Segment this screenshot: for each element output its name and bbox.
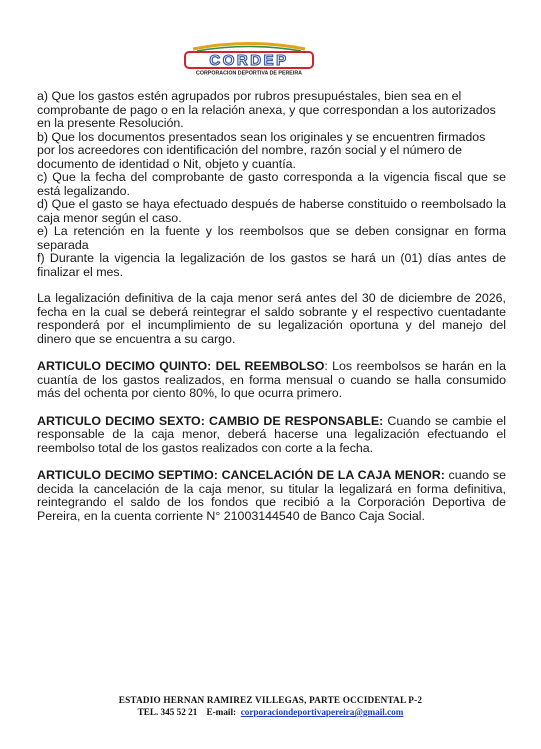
article-15-heading: ARTICULO DECIMO QUINTO: DEL REEMBOLSO bbox=[37, 359, 325, 373]
requirement-item-a: a) Que los gastos estén agrupados por rubros presupuéstales, bien sea en el comprobante de pago o en la relación anexa, y que correspondan a los autorizados en la presente Resolución. bbox=[37, 89, 496, 130]
footer-address: ESTADIO HERNAN RAMIREZ VILLEGAS, PARTE OCCIDENTAL P-2 bbox=[118, 695, 423, 705]
document-body bbox=[37, 90, 506, 523]
requirement-item-b: b) Que los documentos presentados sean los originales y se encuentren firmados por los acreedores con identificación del nombre, razón social y el número de documento de identidad o Nit, objeto y cuantía. bbox=[37, 129, 486, 171]
article-17 bbox=[37, 469, 506, 523]
requirement-item-e: e) La retención en la fuente y los reembolsos que se deben consignar en forma separada bbox=[37, 224, 506, 252]
footer-tel: TEL. 345 52 21 bbox=[137, 707, 198, 717]
footer-contact bbox=[0, 707, 541, 717]
logo-text: CORDEP bbox=[209, 52, 289, 69]
article-17-text: cuando se decida la cancelación de la caja menor, su titular la legalizará en forma definitiva, reintegrando el saldo de los fondos que recibió a la Corporación Deportiva de Pereira, en la cuenta corriente N° 21003144540 de Banco Caja Social. bbox=[37, 468, 506, 523]
article-16-text: Cuando se cambie el responsable de la caja menor, deberá hacerse una legalización efectuando el reembolso total de los gastos realizados con corte a la fecha. bbox=[37, 413, 506, 455]
article-15 bbox=[37, 360, 506, 401]
article-17-heading: ARTICULO DECIMO SEPTIMO: CANCELACIÓN DE LA CAJA MENOR: bbox=[37, 468, 445, 482]
logo-subtitle: CORPORACION DEPORTIVA DE PEREIRA bbox=[196, 70, 302, 76]
requirement-item-c: c) Que la fecha del comprobante de gasto corresponda a la vigencia fiscal que se está legalizando. bbox=[37, 170, 506, 198]
requirement-item-f: f) Durante la vigencia la legalización de los gastos se hará un (01) días antes de finalizar el mes. bbox=[37, 251, 506, 279]
footer-email-label: E-mail: bbox=[206, 707, 237, 717]
legalizacion-paragraph: La legalización definitiva de la caja menor será antes del 30 de diciembre de 2026, fecha en la cual se deberá reintegrar el saldo sobrante y el respectivo cuentadante responderá por el incumplimiento de su legalización oportuna y del manejo del dinero que se encuentra a su cargo. bbox=[37, 291, 506, 346]
article-16 bbox=[37, 415, 506, 456]
article-15-text: : Los reembolsos se harán en la cuantía de los gastos realizados, en forma mensual o cuando se halla consumido más del ochenta por ciento 80%, lo que ocurra primero. bbox=[37, 359, 506, 400]
cordep-logo bbox=[183, 40, 315, 76]
requirement-item-d: d) Que el gasto se haya efectuado después de haberse constituido o reembolsado la caja menor según el caso. bbox=[37, 197, 506, 225]
footer-email-link[interactable]: corporaciondeportivapereira@gmail.com bbox=[240, 707, 404, 717]
article-16-heading: ARTICULO DECIMO SEXTO: CAMBIO DE RESPONSABLE: bbox=[37, 413, 384, 428]
